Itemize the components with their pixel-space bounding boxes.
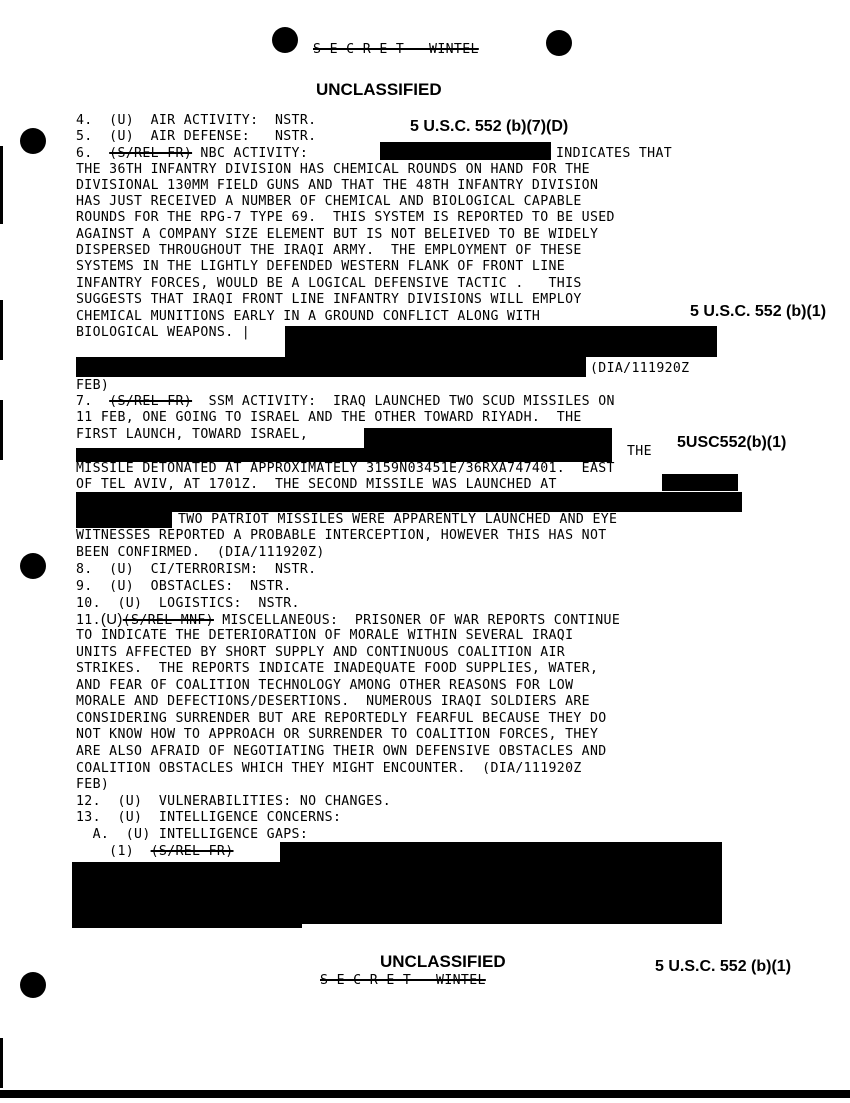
text-line: OF TEL AVIV, AT 1701Z. THE SECOND MISSILE WAS LAUNCHED AT	[76, 477, 557, 492]
text-line: FIRST LAUNCH, TOWARD ISRAEL,	[76, 427, 309, 442]
text-line: INFANTRY FORCES, WOULD BE A LOGICAL DEFENSIVE TACTIC . THIS	[76, 276, 582, 291]
unclassified-footer: UNCLASSIFIED	[380, 952, 506, 971]
text-line: 5. (U) AIR DEFENSE: NSTR.	[76, 129, 317, 144]
text-line: CONSIDERING SURRENDER BUT ARE REPORTEDLY FEARFUL BECAUSE THEY DO	[76, 711, 607, 726]
text-line: 12. (U) VULNERABILITIES: NO CHANGES.	[76, 794, 392, 809]
edge-mark	[0, 146, 3, 224]
text-line: THE 36TH INFANTRY DIVISION HAS CHEMICAL ROUNDS ON HAND FOR THE	[76, 162, 590, 177]
text-line: TO INDICATE THE DETERIORATION OF MORALE WITHIN SEVERAL IRAQI	[76, 628, 574, 643]
bottom-edge-bar	[0, 1090, 850, 1098]
redaction-block	[76, 357, 586, 377]
text-line: STRIKES. THE REPORTS INDICATE INADEQUATE FOOD SUPPLIES, WATER,	[76, 661, 599, 676]
text-line: (1) (S/REL FR)	[76, 844, 234, 859]
text-line: MISSILE DETONATED AT APPROXIMATELY 3159N03451E/36RXA747401. EAST	[76, 461, 615, 476]
redaction-block	[76, 492, 742, 512]
redaction-block	[72, 862, 722, 924]
text-line: BIOLOGICAL WEAPONS. |	[76, 325, 251, 340]
text-line: MORALE AND DEFECTIONS/DESERTIONS. NUMEROUS IRAQI SOLDIERS ARE	[76, 694, 590, 709]
text-line: 11 FEB, ONE GOING TO ISRAEL AND THE OTHER TOWARD RIYADH. THE	[76, 410, 582, 425]
unclassified-header: UNCLASSIFIED	[316, 80, 442, 99]
text-line: HAS JUST RECEIVED A NUMBER OF CHEMICAL AND BIOLOGICAL CAPABLE	[76, 194, 582, 209]
exemption-stamp: 5 U.S.C. 552 (b)(1)	[655, 958, 792, 975]
text-line: A. (U) INTELLIGENCE GAPS:	[76, 827, 309, 842]
text-line: DISPERSED THROUGHOUT THE IRAQI ARMY. THE EMPLOYMENT OF THESE	[76, 243, 582, 258]
text-line: 11.(U)(S/REL MNF) MISCELLANEOUS: PRISONER OF WAR REPORTS CONTINUE	[76, 611, 621, 628]
text-line: 7. (S/REL FR) SSM ACTIVITY: IRAQ LAUNCHED TWO SCUD MISSILES ON	[76, 394, 615, 409]
text-line: DIVISIONAL 130MM FIELD GUNS AND THAT THE 48TH INFANTRY DIVISION	[76, 178, 599, 193]
punch-hole-left-3	[20, 972, 46, 998]
edge-mark	[0, 1038, 3, 1088]
redaction-block	[364, 428, 612, 449]
exemption-stamp: 5 U.S.C. 552 (b)(7)(D)	[410, 118, 569, 135]
text-line: TWO PATRIOT MISSILES WERE APPARENTLY LAUNCHED AND EYE	[178, 512, 618, 527]
exemption-stamp: 5 U.S.C. 552 (b)(1)	[690, 303, 827, 320]
text-line: CHEMICAL MUNITIONS EARLY IN A GROUND CONFLICT ALONG WITH	[76, 309, 541, 324]
classification-marking-top: S E C R E T WINTEL	[313, 42, 479, 57]
redaction-block	[76, 512, 172, 528]
text-line: 13. (U) INTELLIGENCE CONCERNS:	[76, 810, 342, 825]
punch-hole-top-right	[546, 30, 572, 56]
text-line: ARE ALSO AFRAID OF NEGOTIATING THEIR OWN DEFENSIVE OBSTACLES AND	[76, 744, 607, 759]
text-line: COALITION OBSTACLES WHICH THEY MIGHT ENCOUNTER. (DIA/111920Z	[76, 761, 582, 776]
text-line: ROUNDS FOR THE RPG-7 TYPE 69. THIS SYSTEM IS REPORTED TO BE USED	[76, 210, 615, 225]
text-line: 4. (U) AIR ACTIVITY: NSTR.	[76, 113, 317, 128]
redaction-block	[76, 448, 612, 462]
text-line: FEB)	[76, 378, 110, 393]
text-line: NOT KNOW HOW TO APPROACH OR SURRENDER TO COALITION FORCES, THEY	[76, 727, 599, 742]
punch-hole-left-1	[20, 128, 46, 154]
text-line: AGAINST A COMPANY SIZE ELEMENT BUT IS NOT BELEIVED TO BE WIDELY	[76, 227, 599, 242]
text-line: THE	[627, 444, 652, 459]
text-line: FEB)	[76, 777, 110, 792]
punch-hole-top-left	[272, 27, 298, 53]
text-line: AND FEAR OF COALITION TECHNOLOGY AMONG OTHER REASONS FOR LOW	[76, 678, 574, 693]
redaction-block	[380, 142, 551, 160]
exemption-stamp: 5USC552(b)(1)	[677, 434, 787, 451]
text-line: WITNESSES REPORTED A PROBABLE INTERCEPTION, HOWEVER THIS HAS NOT	[76, 528, 607, 543]
redaction-block	[662, 474, 738, 491]
text-line: 9. (U) OBSTACLES: NSTR.	[76, 579, 292, 594]
text-line: 6. (S/REL FR) NBC ACTIVITY:	[76, 146, 317, 161]
text-line: (DIA/111920Z	[590, 361, 690, 376]
text-line: SUGGESTS THAT IRAQI FRONT LINE INFANTRY DIVISIONS WILL EMPLOY	[76, 292, 582, 307]
edge-mark	[0, 400, 3, 460]
classification-marking-bottom: S E C R E T WINTEL	[320, 973, 486, 988]
text-line: INDICATES THAT	[556, 146, 673, 161]
text-line: 10. (U) LOGISTICS: NSTR.	[76, 596, 300, 611]
text-line: BEEN CONFIRMED. (DIA/111920Z)	[76, 545, 325, 560]
redaction-block	[72, 924, 302, 928]
text-line: 8. (U) CI/TERRORISM: NSTR.	[76, 562, 317, 577]
edge-mark	[0, 300, 3, 360]
text-line: SYSTEMS IN THE LIGHTLY DEFENDED WESTERN FLANK OF FRONT LINE	[76, 259, 566, 274]
redaction-block	[285, 326, 717, 357]
redaction-block	[280, 842, 722, 864]
punch-hole-left-2	[20, 553, 46, 579]
text-line: UNITS AFFECTED BY SHORT SUPPLY AND CONTINUOUS COALITION AIR	[76, 645, 566, 660]
